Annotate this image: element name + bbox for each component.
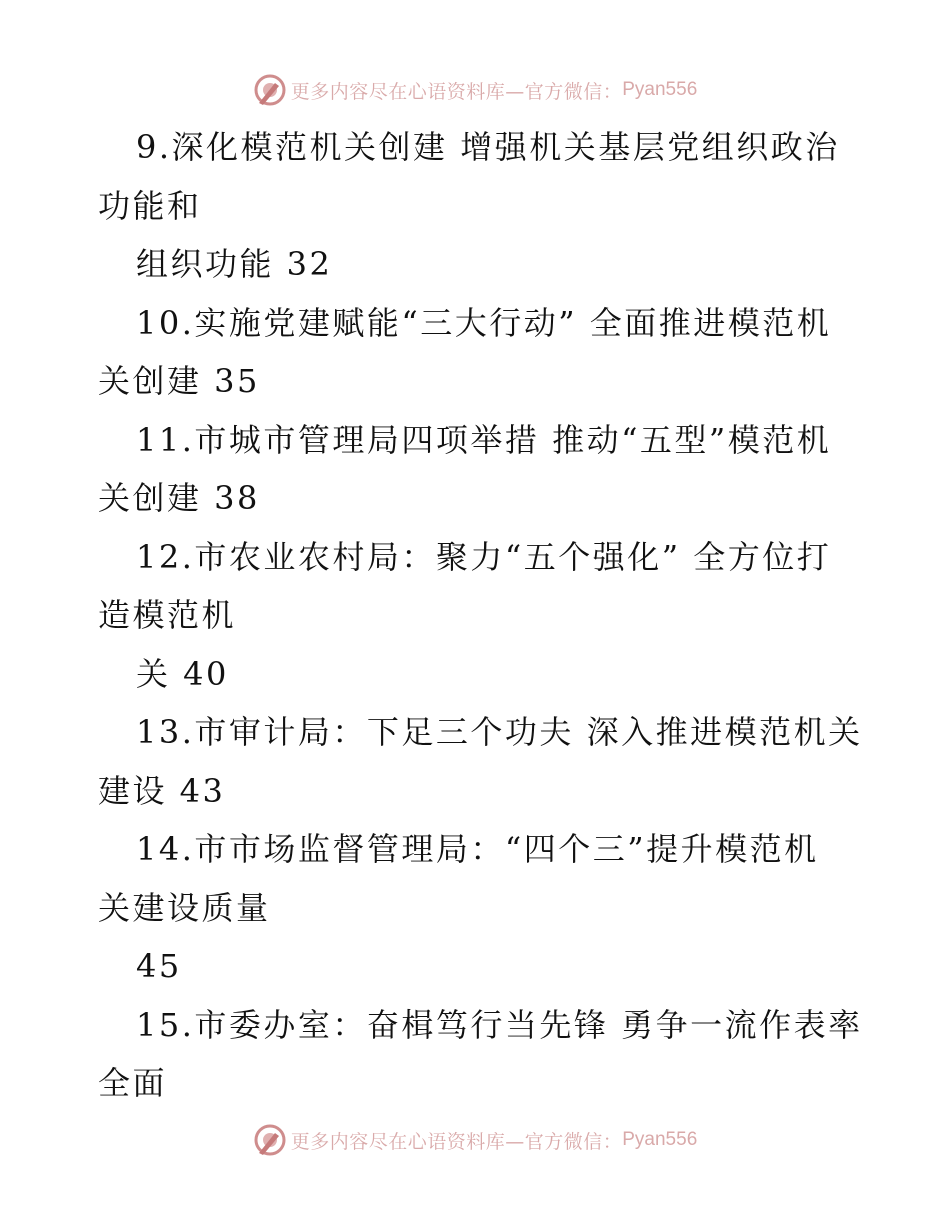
toc-line: 15.市委办室：奋楫笃行当先锋 勇争一流作表率 <box>136 1005 863 1044</box>
toc-line: 11.市城市管理局四项举措 推动“五型”模范机 <box>136 420 832 459</box>
toc-line: 10.实施党建赋能“三大行动” 全面推进模范机 <box>136 303 832 342</box>
toc-line: 建设 43 <box>98 771 226 810</box>
pen-logo-icon <box>253 73 287 107</box>
toc-line: 关建设质量 <box>98 888 271 927</box>
toc-line: 12.市农业农村局：聚力“五个强化” 全方位打 <box>136 537 832 576</box>
pen-logo-icon <box>253 1123 287 1157</box>
watermark-wechat-id: Pyan556 <box>622 79 698 100</box>
header-watermark <box>0 70 950 110</box>
toc-line: 造模范机 <box>98 596 237 634</box>
toc-line: 关 40 <box>136 654 229 693</box>
toc-line: 9.深化模范机关创建 增强机关基层党组织政治 <box>136 128 840 166</box>
toc-line: 关创建 38 <box>98 479 260 517</box>
toc-content <box>98 118 863 1113</box>
watermark-text: 更多内容尽在心语资料库—官方微信： <box>290 1130 623 1153</box>
watermark-text: 更多内容尽在心语资料库—官方微信： <box>290 80 623 103</box>
toc-line: 13.市审计局：下足三个功夫 深入推进模范机关 <box>136 713 863 751</box>
toc-line: 全面 <box>98 1064 168 1102</box>
watermark-wechat-id: Pyan556 <box>622 1129 698 1150</box>
footer-watermark <box>0 1120 950 1160</box>
toc-line: 组织功能 32 <box>136 245 333 283</box>
toc-line: 关创建 35 <box>98 362 260 400</box>
toc-line: 14.市市场监督管理局：“四个三”提升模范机 <box>136 830 819 868</box>
toc-line: 45 <box>136 947 182 985</box>
toc-line: 功能和 <box>98 186 202 225</box>
